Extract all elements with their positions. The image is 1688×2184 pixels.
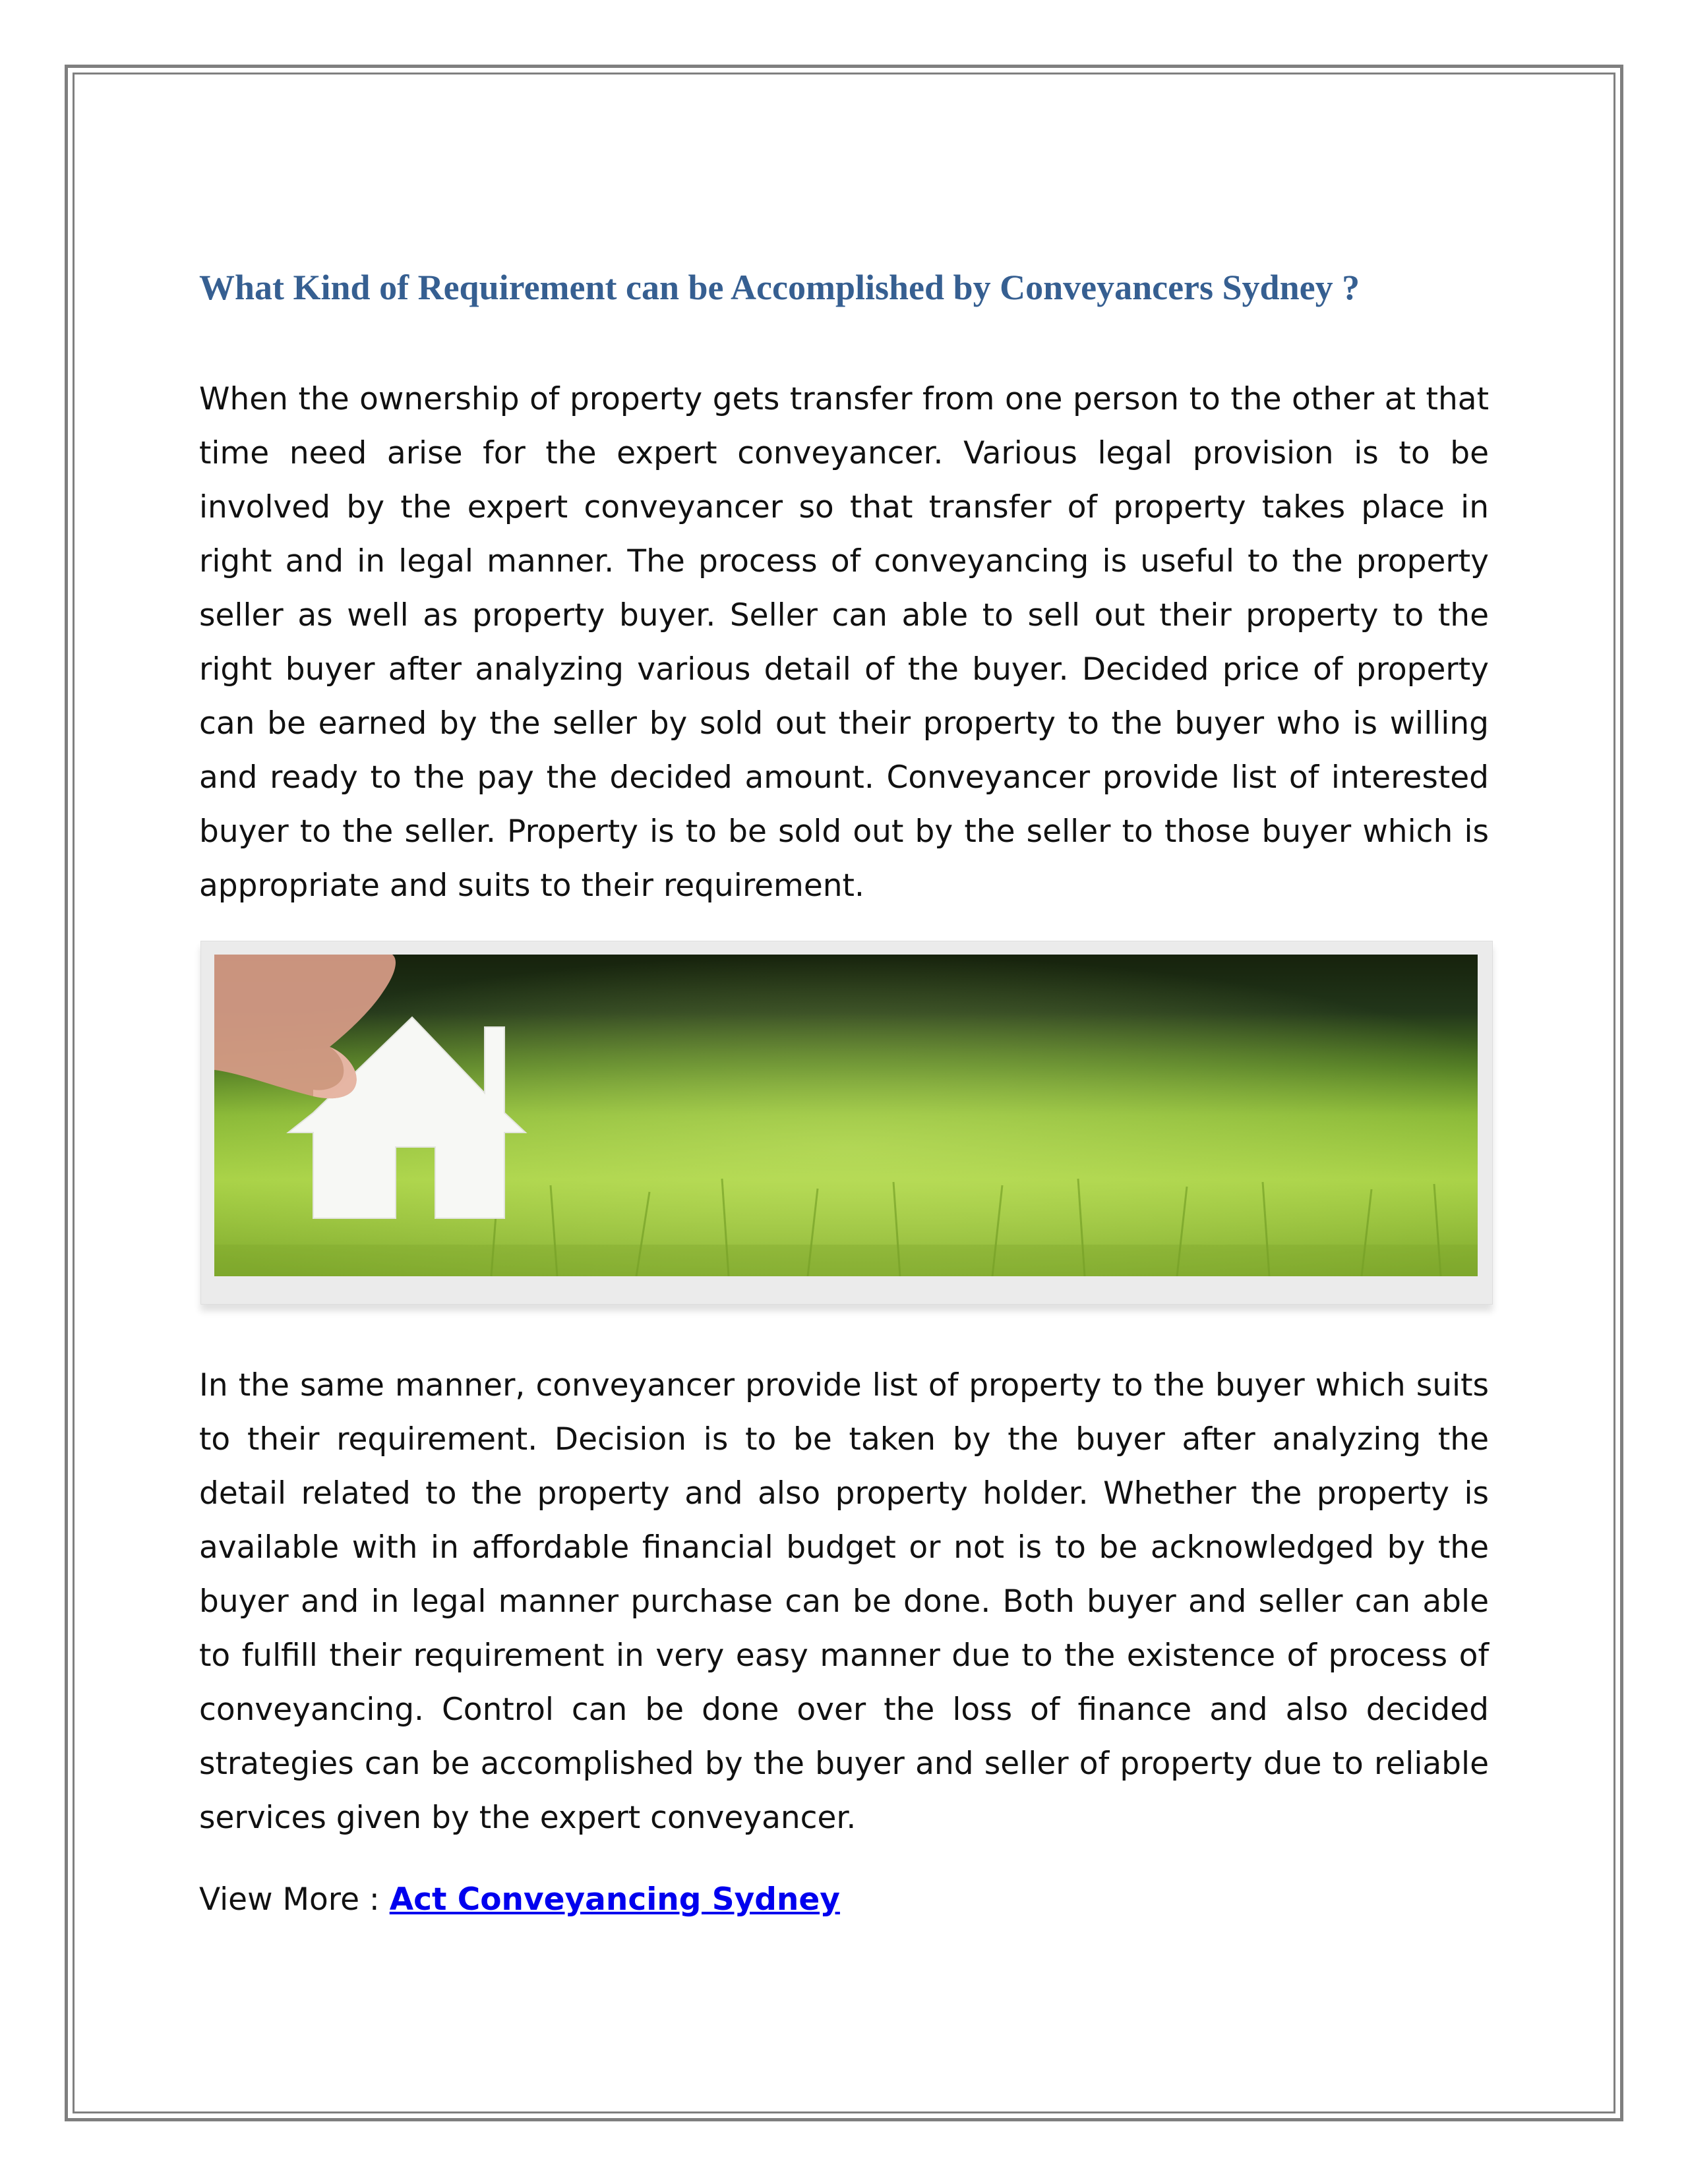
paragraph-1: When the ownership of property gets transfer from one person to the other at that time need arise for the expert conveyancer. Various legal provision is to be involved by the expert conveyancer so that transfer of property takes place in right and in legal manner. The process of conveyancing is useful to the property seller as well as property buyer. Seller can able to sell out their property to the right buyer after analyzing various detail of the buyer. Decided price of property can be earned by the seller by sold out their property to the buyer who is willing and ready to the pay the decided amount. Conveyancer provide list of interested buyer to the seller. Property is to be sold out by the seller to those buyer which is appropriate and suits to their requirement. xyxy=(199,381,1489,904)
view-more-label: View More : xyxy=(199,1881,390,1918)
document-title: What Kind of Requirement can be Accomplished by Conveyancers Sydney ? xyxy=(199,268,1360,307)
hand-holding-paper-house-on-grass-image xyxy=(214,955,1478,1276)
view-more-line xyxy=(199,1873,1489,1927)
document-body xyxy=(199,260,1489,1927)
act-conveyancing-sydney-link[interactable]: Act Conveyancing Sydney xyxy=(389,1881,840,1918)
hero-image-frame xyxy=(200,941,1493,1305)
paragraph-2: In the same manner, conveyancer provide list of property to the buyer which suits to their requirement. Decision is to be taken by the buyer after analyzing the detail related to the property and also property holder. Whether the property is available with in affordable financial budget or not is to be acknowledged by the buyer and in legal manner purchase can be done. Both buyer and seller can able to fulfill their requirement in very easy manner due to the existence of process of conveyancing. Control can be done over the loss of finance and also decided strategies can be accomplished by the buyer and seller of property due to reliable services given by the expert conveyancer. xyxy=(199,1367,1489,1836)
